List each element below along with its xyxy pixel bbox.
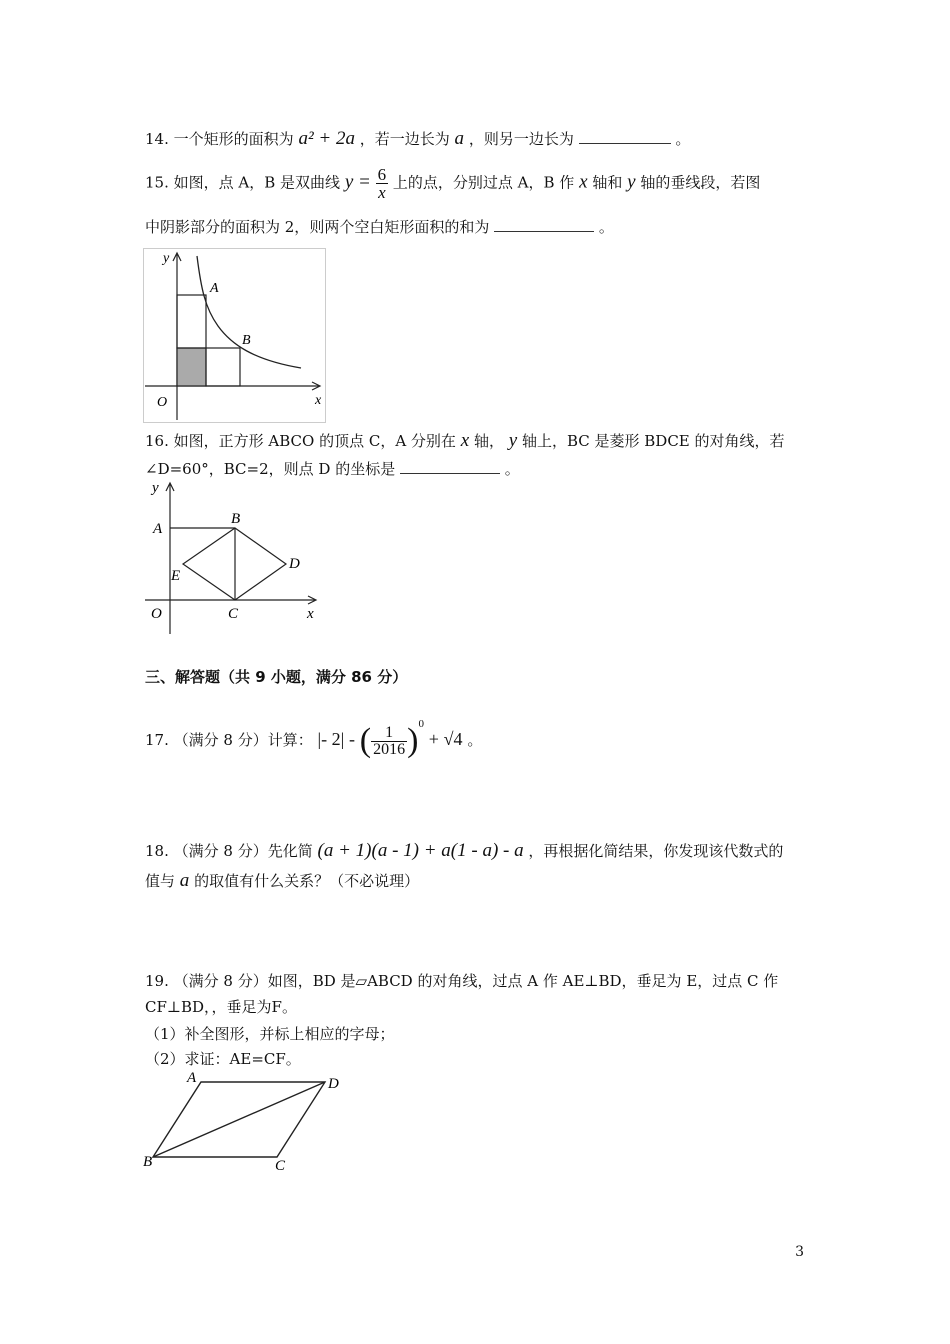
question-text: 轴，	[473, 432, 504, 450]
question-19	[145, 970, 778, 992]
period: 。	[675, 130, 691, 148]
label-b: B	[231, 511, 241, 527]
equation-lhs: y =	[344, 171, 371, 193]
fraction-numerator: 1	[385, 723, 394, 741]
question-15-line2	[145, 216, 614, 238]
period: 。	[467, 731, 483, 749]
variable-y: y	[627, 171, 636, 193]
question-text: （满分 8 分）计算：	[173, 731, 313, 749]
algebraic-expression: (a + 1)(a - 1) + a(1 - a) - a	[317, 840, 524, 861]
question-text: 轴上，BC 是菱形 BDCE 的对角线，若	[521, 432, 785, 450]
question-text: ，若一边长为	[359, 130, 450, 148]
label-y: y	[152, 480, 159, 496]
hyperbola-curve	[197, 256, 301, 368]
answer-blank[interactable]	[579, 129, 671, 144]
question-text: 中阴影部分的面积为 2，则两个空白矩形面积的和为	[145, 218, 490, 236]
question-number: 17.	[145, 731, 169, 749]
variable-a: a	[179, 870, 190, 891]
page-number: 3	[795, 1244, 804, 1260]
question-16	[145, 430, 785, 452]
square-root: √4	[443, 729, 463, 749]
variable-x: x	[460, 430, 470, 451]
question-18-line2	[145, 870, 419, 892]
exponent: 0	[418, 718, 424, 730]
label-b: B	[143, 1154, 153, 1170]
label-d: D	[289, 556, 300, 572]
question-text: 一个矩形的面积为	[173, 130, 294, 148]
question-text: （满分 8 分）如图，BD 是▱ABCD 的对角线，过点 A 作 AE⊥BD，垂足为 E，过点 C 作	[173, 972, 779, 990]
label-o: O	[157, 395, 168, 410]
question-number: 16.	[145, 432, 169, 450]
question-text: ，再根据化简结果，你发现该代数式的	[528, 842, 784, 860]
question-text: 轴和	[592, 173, 623, 192]
label-d: D	[328, 1076, 339, 1092]
label-a: A	[153, 521, 163, 537]
variable-a: a	[454, 128, 465, 149]
question-17	[145, 710, 482, 758]
question-19-part1: （1）补全图形，并标上相应的字母；	[145, 1025, 395, 1043]
figure-parallelogram	[143, 1070, 348, 1175]
label-b: B	[242, 333, 251, 348]
diagonal-bd	[153, 1082, 325, 1157]
label-c: C	[275, 1158, 286, 1174]
figure-square-rhombus	[143, 478, 323, 638]
question-text: 上的点，分别过点 A，B 作	[392, 173, 575, 192]
question-19-part2: （2）求证：AE=CF。	[145, 1050, 301, 1068]
area-expression: a² + 2a	[298, 128, 355, 149]
label-e: E	[171, 568, 181, 584]
absolute-value: |- 2|	[317, 729, 345, 749]
period: 。	[598, 218, 614, 236]
question-18	[145, 840, 783, 862]
blank-rectangle-b	[206, 348, 240, 386]
question-number: 15.	[145, 173, 169, 192]
fraction-denominator: x	[376, 183, 389, 201]
label-a: A	[210, 281, 219, 296]
question-text: 值与	[145, 872, 176, 890]
plus-sign: +	[428, 729, 439, 749]
variable-x: x	[579, 171, 588, 193]
question-text: （满分 8 分）先化简	[173, 842, 313, 860]
left-paren: (	[359, 722, 372, 759]
answer-blank[interactable]	[494, 217, 594, 232]
question-number: 14.	[145, 130, 169, 148]
answer-blank[interactable]	[400, 459, 500, 474]
question-text: ∠D=60°，BC=2，则点 D 的坐标是	[145, 460, 396, 478]
variable-y: y	[508, 430, 518, 451]
label-c: C	[228, 606, 239, 622]
fraction-1-over-2016	[371, 725, 407, 758]
question-16-line2	[145, 458, 520, 480]
question-19-line2: CF⊥BD，，垂足为F。	[145, 998, 297, 1016]
label-x: x	[307, 606, 314, 622]
section-heading: 三、解答题（共 9 小题，满分 86 分）	[145, 668, 408, 686]
shaded-rectangle	[177, 348, 206, 386]
minus-sign: -	[349, 729, 355, 749]
question-text: 轴的垂线段，若图	[640, 173, 761, 192]
question-15	[145, 166, 760, 201]
question-14	[145, 128, 690, 150]
fraction-numerator: 6	[377, 165, 387, 184]
period: 。	[504, 460, 520, 478]
question-number: 18.	[145, 842, 169, 860]
question-text: ，则另一边长为	[468, 130, 574, 148]
question-text: 的取值有什么关系？（不必说理）	[194, 872, 420, 890]
blank-rectangle-a	[177, 295, 206, 348]
label-x: x	[315, 393, 322, 408]
label-o: O	[151, 606, 162, 622]
label-y: y	[163, 251, 170, 266]
question-number: 19.	[145, 972, 169, 990]
question-text: 如图，正方形 ABCO 的顶点 C，A 分别在	[173, 432, 456, 450]
fraction-denominator: 2016	[373, 740, 406, 758]
fraction-6-over-x	[376, 166, 389, 201]
label-a: A	[187, 1070, 197, 1086]
question-text: 如图，点 A，B 是双曲线	[173, 173, 341, 192]
figure-hyperbola	[143, 248, 327, 424]
right-paren: )	[407, 722, 419, 759]
